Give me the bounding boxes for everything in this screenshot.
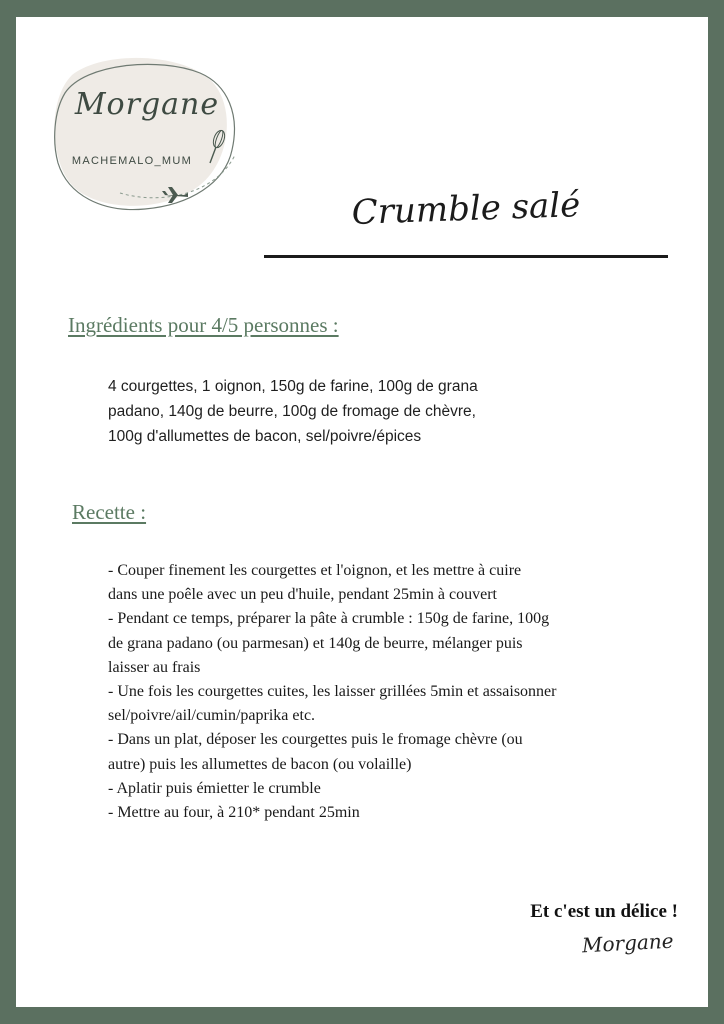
logo-name: Morgane (74, 87, 220, 122)
recipe-card (16, 17, 708, 1007)
recipe-heading: Recette : (72, 500, 147, 524)
closing-text: Et c'est un délice ! (530, 901, 678, 922)
logo-background (50, 55, 240, 215)
recipe-line: - Pendant ce temps, préparer la pâte à crumble : 150g de farine, 100g (108, 610, 550, 628)
recipe-line: - Aplatir puis émietter le crumble (108, 779, 321, 797)
recipe-line: de grana padano (ou parmesan) et 140g de beurre, mélanger puis (108, 634, 523, 652)
recipe-title: Crumble salé (351, 185, 581, 233)
ingredients-line: padano, 140g de beurre, 100g de fromage de chèvre, (108, 403, 476, 420)
ingredients-list (108, 374, 548, 449)
title-underline (264, 255, 668, 258)
ingredients-line: 100g d'allumettes de bacon, sel/poivre/épices (108, 428, 422, 445)
signature: Morgane (581, 928, 675, 958)
logo-handle: MACHEMALO_MUM (71, 155, 193, 167)
recipe-line: - Une fois les courgettes cuites, les laisser grillées 5min et assaisonner (108, 683, 557, 701)
recipe-line: - Couper finement les courgettes et l'oignon, et les mettre à cuire (108, 562, 522, 579)
recipe-line: sel/poivre/ail/cumin/paprika etc. (108, 707, 316, 725)
recipe-line: autre) puis les allumettes de bacon (ou volaille) (108, 755, 412, 773)
recipe-line: - Dans un plat, déposer les courgettes puis le fromage chèvre (ou (108, 731, 523, 749)
ingredients-line: 4 courgettes, 1 oignon, 150g de farine, 100g de grana (108, 378, 478, 395)
logo (50, 55, 240, 215)
ingredients-heading: Ingrédients pour 4/5 personnes : (68, 313, 339, 337)
recipe-line: dans une poêle avec un peu d'huile, pendant 25min à couvert (108, 586, 497, 604)
recipe-line: - Mettre au four, à 210* pendant 25min (108, 804, 360, 822)
recipe-steps (108, 559, 678, 825)
recipe-line: laisser au frais (108, 658, 201, 676)
